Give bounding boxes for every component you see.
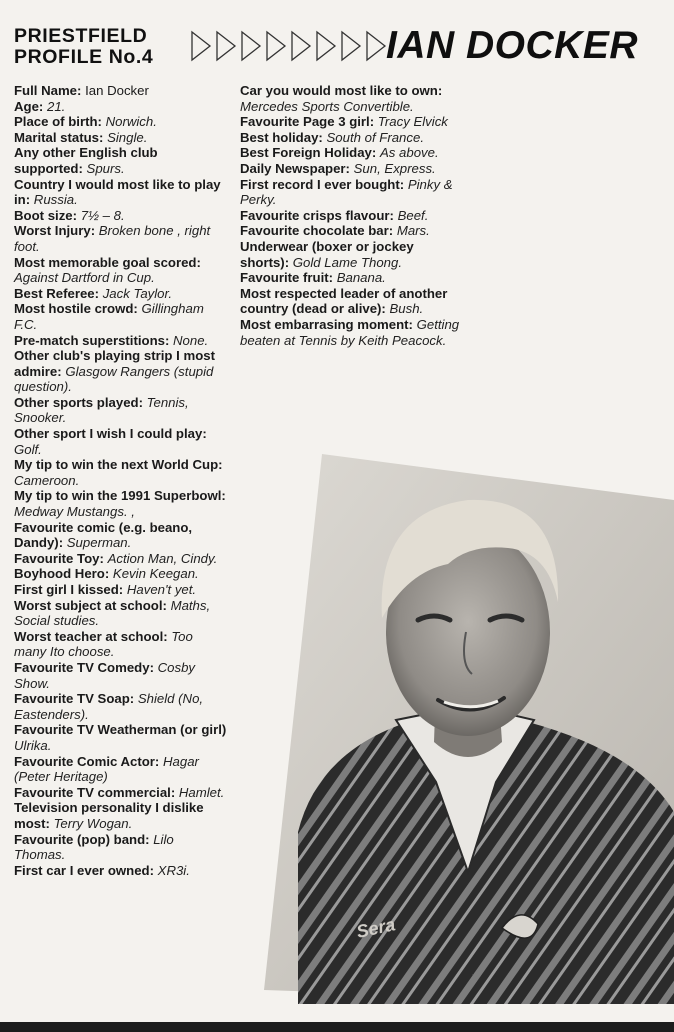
entry-label: Worst teacher at school: <box>14 628 168 644</box>
entry-label: Daily Newspaper: <box>240 160 350 176</box>
entry-full-name <box>14 83 228 99</box>
entry-value: Getting beaten at Tennis by Keith Peacock. <box>240 316 460 348</box>
entry-label: Place of birth: <box>14 114 102 130</box>
entry-label: Favourite fruit: <box>240 270 334 286</box>
profile-column-right <box>240 83 460 348</box>
entry-label: Favourite Comic Actor: <box>14 753 160 769</box>
entry-place-of-birth <box>14 114 228 130</box>
entry-value: Haven't yet. <box>126 582 197 597</box>
entry-page3-girl <box>240 114 460 130</box>
entry-label: Favourite Page 3 girl: <box>240 114 375 130</box>
entry-embarrassing-moment <box>240 317 460 348</box>
entry-label: First car I ever owned: <box>14 862 154 878</box>
entry-label: First girl I kissed: <box>14 582 124 597</box>
entry-value: Pinky & Perky. <box>240 176 453 208</box>
entry-value: Maths, Social studies. <box>14 597 211 629</box>
entry-label: Pre-match superstitions: <box>14 332 170 348</box>
entry-value: Too many Ito choose. <box>14 628 193 660</box>
entry-value: Bush. <box>389 301 424 317</box>
entry-favourite-comic <box>14 520 228 551</box>
entry-world-cup-tip <box>14 457 228 488</box>
entry-label: Favourite comic (e.g. beano, Dandy): <box>14 519 193 551</box>
entry-pop-band <box>14 832 228 863</box>
entry-label: My tip to win the 1991 Superbowl: <box>14 488 226 504</box>
entry-value: Single. <box>107 129 148 145</box>
entry-memorable-goal <box>14 255 228 286</box>
entry-chocolate <box>240 223 460 239</box>
entry-tv-comedy <box>14 660 228 691</box>
entry-value: South of France. <box>326 129 424 145</box>
entry-best-holiday <box>240 130 460 146</box>
entry-value: Cameroon. <box>14 472 80 488</box>
entry-age <box>14 99 228 115</box>
entry-value: Banana. <box>336 270 386 286</box>
entry-dream-car <box>240 83 460 114</box>
entry-superbowl-tip <box>14 488 228 519</box>
series-title-line1: PRIESTFIELD <box>14 25 148 47</box>
entry-value: Tennis, Snooker. <box>14 394 189 426</box>
entry-label: Other sports played: <box>14 394 143 410</box>
player-name: IAN DOCKER <box>386 24 639 67</box>
entry-first-car <box>14 863 228 879</box>
entry-other-sports <box>14 395 228 426</box>
entry-country <box>14 177 228 208</box>
entry-first-girl <box>14 582 228 598</box>
entry-label: Country I would most like to play in: <box>14 176 221 208</box>
entry-label: Most embarrasing moment: <box>240 316 413 332</box>
entry-tv-personality <box>14 800 228 831</box>
entry-value: Action Man, Cindy. <box>107 550 218 566</box>
entry-underwear <box>240 239 460 270</box>
entry-value: Norwich. <box>105 114 157 130</box>
entry-value: Gillingham F.C. <box>14 301 204 332</box>
entry-superstitions <box>14 333 228 349</box>
entry-label: Any other English club supported: <box>14 145 158 176</box>
entry-label: Other sport I wish I could play: <box>14 426 207 442</box>
entry-fruit <box>240 270 460 286</box>
player-photo <box>258 452 674 1004</box>
entry-label: Favourite TV Soap: <box>14 691 135 707</box>
entry-value: Mercedes Sports Convertible. <box>240 98 414 114</box>
shirt-sponsor-text: Sera <box>354 914 398 942</box>
entry-value: Gold Lame Thong. <box>292 254 402 270</box>
entry-value: Tracy Elvick <box>377 114 448 130</box>
entry-label: Marital status: <box>14 129 104 145</box>
entry-first-record <box>240 177 460 208</box>
chevron-arrows-icon <box>190 26 390 66</box>
entry-worst-teacher <box>14 629 228 660</box>
entry-label: Boyhood Hero: <box>14 566 110 582</box>
entry-label: First record I ever bought: <box>240 176 405 192</box>
entry-label: Worst subject at school: <box>14 597 167 613</box>
entry-value: As above. <box>379 145 439 161</box>
entry-marital-status <box>14 130 228 146</box>
entry-label: Most memorable goal scored: <box>14 254 201 270</box>
entry-label: Full Name: <box>14 83 82 98</box>
profile-column-left <box>14 83 228 878</box>
entry-value: Kevin Keegan. <box>112 566 199 582</box>
entry-value: 21. <box>46 98 66 114</box>
entry-value: Ian Docker <box>85 83 149 98</box>
entry-label: Favourite (pop) band: <box>14 831 150 847</box>
entry-label: Most respected leader of another country (dead or alive): <box>240 285 448 317</box>
entry-value: Hagar (Peter Heritage) <box>14 753 199 785</box>
entry-respected-leader <box>240 286 460 317</box>
entry-value: Glasgow Rangers (stupid question). <box>14 363 214 395</box>
entry-value: Terry Wogan. <box>53 815 133 831</box>
entry-value: Ulrika. <box>14 737 52 753</box>
entry-value: Medway Mustangs. , <box>14 504 135 520</box>
entry-value: Russia. <box>33 192 78 208</box>
entry-value: Mars. <box>396 223 430 239</box>
entry-tv-weatherman <box>14 722 228 753</box>
entry-label: Car you would most like to own: <box>240 83 443 98</box>
entry-value: 7½ – 8. <box>80 207 125 223</box>
entry-label: Best Foreign Holiday: <box>240 145 377 161</box>
entry-label: Favourite TV commercial: <box>14 784 176 800</box>
entry-value: Jack Taylor. <box>102 285 173 301</box>
entry-value: Cosby Show. <box>14 659 196 691</box>
entry-hostile-crowd <box>14 301 228 332</box>
entry-comic-actor <box>14 754 228 785</box>
entry-tv-commercial <box>14 785 228 801</box>
entry-value: Shield (No, Eastenders). <box>14 691 204 722</box>
profile-header <box>14 26 670 72</box>
entry-label: Age: <box>14 98 44 114</box>
entry-label: Worst Injury: <box>14 223 96 239</box>
entry-value: Spurs. <box>86 160 125 176</box>
entry-value: None. <box>173 332 209 348</box>
entry-label: Other club's playing strip I most admire: <box>14 348 215 379</box>
entry-label: My tip to win the next World Cup: <box>14 457 223 473</box>
entry-boot-size <box>14 208 228 224</box>
entry-label: Best holiday: <box>240 129 323 145</box>
entry-boyhood-hero <box>14 566 228 582</box>
entry-value: Hamlet. <box>178 784 225 800</box>
entry-worst-injury <box>14 223 228 254</box>
entry-tv-soap <box>14 691 228 722</box>
entry-label: Favourite TV Weatherman (or girl) <box>14 722 227 738</box>
entry-best-referee <box>14 286 228 302</box>
entry-value: Golf. <box>14 441 42 457</box>
entry-value: Against Dartford in Cup. <box>14 270 155 286</box>
entry-label: Favourite TV Comedy: <box>14 659 154 675</box>
bottom-border <box>0 1022 674 1032</box>
entry-foreign-holiday <box>240 145 460 161</box>
entry-value: Superman. <box>66 535 132 551</box>
entry-label: Underwear (boxer or jockey shorts): <box>240 238 414 270</box>
entry-value: Beef. <box>397 207 429 223</box>
entry-value: Broken bone , right foot. <box>14 223 211 254</box>
entry-newspaper <box>240 161 460 177</box>
entry-value: XR3i. <box>157 862 190 878</box>
entry-favourite-toy <box>14 551 228 567</box>
series-title <box>14 26 153 68</box>
entry-label: Best Referee: <box>14 285 100 301</box>
entry-label: Favourite Toy: <box>14 550 104 566</box>
entry-label: Favourite chocolate bar: <box>240 223 394 239</box>
entry-crisps <box>240 208 460 224</box>
entry-value: Sun, Express. <box>353 160 436 176</box>
entry-other-club <box>14 145 228 176</box>
series-title-line2: PROFILE No.4 <box>14 46 154 68</box>
entry-label: Most hostile crowd: <box>14 301 138 317</box>
entry-label: Favourite crisps flavour: <box>240 207 394 223</box>
entry-value: Lilo Thomas. <box>14 831 174 863</box>
entry-playing-strip <box>14 348 228 395</box>
entry-label: Boot size: <box>14 207 78 223</box>
entry-wish-sport <box>14 426 228 457</box>
entry-label: Television personality I dislike most: <box>14 800 204 831</box>
entry-worst-subject <box>14 598 228 629</box>
